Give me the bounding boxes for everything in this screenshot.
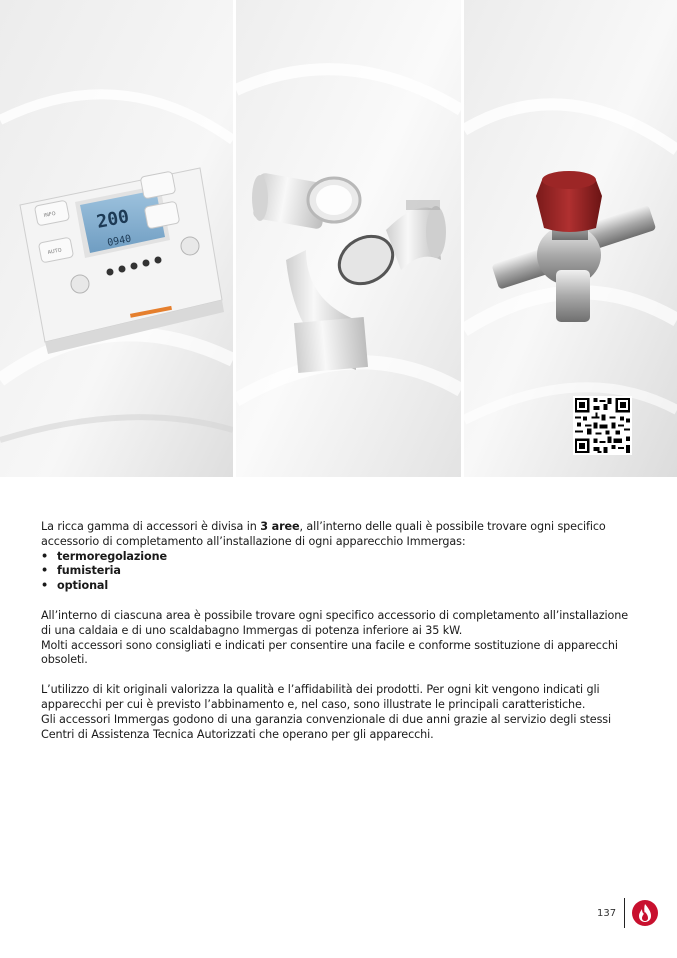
- thermostat-image: [0, 0, 233, 477]
- area-list-item: • fumisteria: [41, 564, 641, 579]
- paragraph-3-line-2: Gli accessori Immergas godono di una garanzia convenzionale di due anni grazie al servizio degli stessi Centri di Assistenza Tecnica Autorizzati che operano per gli apparecchi.: [41, 712, 612, 741]
- mixing-valve-image: [464, 0, 677, 477]
- intro-paragraph: [41, 520, 641, 550]
- info-button-label: INFO: [43, 210, 57, 219]
- page-number: 137: [597, 908, 617, 919]
- flue-pipes-image: [236, 0, 461, 477]
- flame-logo-icon: [631, 899, 659, 927]
- area-list-item: • optional: [41, 579, 641, 594]
- footer-divider: [624, 898, 625, 928]
- lcd-time: 0940: [106, 233, 133, 249]
- lcd-temperature: 200: [94, 206, 131, 233]
- hero-image-strip: [0, 0, 677, 477]
- intro-text-start: La ricca gamma di accessori è divisa in: [41, 520, 261, 533]
- qr-code-icon[interactable]: [573, 396, 632, 455]
- intro-text-block: [41, 520, 641, 742]
- area-list: [41, 550, 641, 594]
- intro-text-end: , all’interno delle quali è possibile trovare ogni specifico accessorio di completamento all’installazione di ogni apparecchio Immergas:: [41, 520, 606, 548]
- paragraph-2-line-2: Molti accessori sono consigliati e indicati per consentire una facile e conforme sostituzione di apparecchi obsoleti.: [41, 638, 618, 667]
- area-list-item: • termoregolazione: [41, 550, 641, 565]
- auto-button-label: AUTO: [47, 247, 63, 256]
- paragraph-3-line-1: L’utilizzo di kit originali valorizza la qualità e l’affidabilità dei prodotti. Per ogni kit vengono indicati gli apparecchi per cui è previsto l’abbinamento e, nel caso, sono illustrate le principali caratteristiche.: [41, 683, 600, 711]
- paragraph-2-line-1: All’interno di ciascuna area è possibile trovare ogni specifico accessorio di completamento all’installazione di una caldaia e di uno scaldabagno Immergas di potenza inferiore ai 35 kW.: [41, 608, 629, 637]
- intro-bold-areas: 3 aree: [260, 520, 300, 533]
